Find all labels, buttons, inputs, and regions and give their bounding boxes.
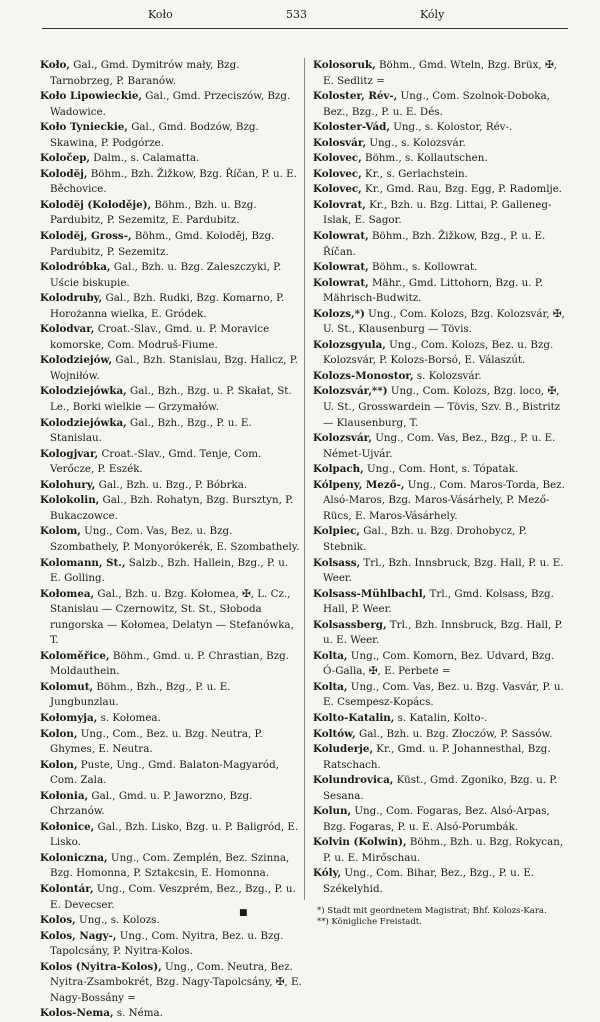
entry-headword: Kolozsgyula,: [313, 338, 386, 351]
entry-headword: Kolodruby,: [40, 292, 103, 305]
bottom-mark: ■: [239, 908, 248, 918]
entry-details: Ung., Com. Neutra, Bez. Nyitra-Zsambokrét, Bzg. Nagy-Tapolcsány, ✠, E. Nagy-Bossány =: [50, 960, 302, 1004]
gazetteer-entry: [313, 167, 569, 183]
entry-headword: Kolosoruk,: [313, 59, 376, 71]
entry-headword: Kolodróbka,: [40, 261, 111, 274]
gazetteer-entry: [40, 711, 302, 727]
entry-headword: Koloniczna,: [40, 851, 108, 864]
header-left-keyword: Koło: [148, 8, 173, 21]
entry-headword: Kolozs,*): [313, 307, 365, 320]
entry-details: Gal., Bzh. u. Bzg. Złoczów, P. Sassów.: [355, 727, 553, 740]
entry-details: Ung., Com. Veszprém, Bez., Bzg., P. u. E. Devecser.: [50, 882, 296, 911]
footnote: *) Stadt mit geordnetem Magistrat; Bhf. Kolozs-Kara.: [317, 905, 547, 916]
entry-headword: Kołomea,: [40, 587, 95, 600]
gazetteer-entry: [40, 447, 302, 478]
gazetteer-entry: [313, 307, 569, 338]
gazetteer-entry: [313, 742, 569, 773]
gazetteer-entry: [313, 587, 569, 618]
entry-headword: Kolsass-Mühlbachl,: [313, 587, 427, 600]
gazetteer-entry: [40, 120, 302, 151]
entry-details: Ung., Com., Bez. u. Bzg. Neutra, P. Ghymes, E. Neutra.: [50, 727, 263, 756]
entry-headword: Kolos (Nyitra-Kolos),: [40, 960, 162, 973]
gazetteer-entry: [40, 198, 302, 229]
gazetteer-entry: [40, 151, 302, 167]
entry-details: Kr., Gmd. u. P. Johannesthal, Bzg. Ratschach.: [323, 743, 551, 771]
page-number: 533: [286, 8, 307, 21]
entry-details: Ung., Com. Bihar, Bez., Bzg., P. u. E. Székelyhid.: [323, 867, 535, 895]
header-rule: [42, 28, 568, 29]
entry-details: Kr., Bzh. u. Bzg. Littai, P. Galleneg-Islak, E. Sagor.: [323, 198, 552, 227]
entry-headword: Kolozs-Monostor,: [313, 369, 414, 382]
entry-headword: Kolon,: [40, 727, 78, 740]
entry-headword: Kologjvar,: [40, 447, 99, 460]
entry-details: Ung., Com. Vas, Bez., Bzg., P. u. E. Német-Ujvár.: [323, 432, 556, 460]
gazetteer-entry: [40, 587, 302, 649]
entry-details: Böhm., Bzh. u. Bzg. Rokycan, P. u. E. Mirőschau.: [323, 836, 564, 864]
entry-details: Puste, Ung., Gmd. Balaton-Magyaród, Com. Zala.: [50, 758, 279, 787]
entry-headword: Kolosvár,: [313, 136, 367, 149]
entry-headword: Kolos, Nagy-,: [40, 929, 117, 942]
entry-headword: Kołonia,: [40, 789, 89, 802]
gazetteer-entry: [313, 462, 569, 478]
entry-details: Gal., Bzh. Stanislau, Bzg. Halicz, P. Wojniłów.: [50, 354, 298, 382]
footnotes: [313, 906, 569, 928]
gazetteer-entry: [313, 198, 569, 229]
entry-headword: Kolon,: [40, 758, 78, 771]
entry-headword: Kolozsvár,: [313, 432, 372, 445]
entry-details: Ung., Com. Vas, Bez. u. Bzg. Szombathely, P. Monyorókerék, E. Szombathely.: [50, 525, 300, 553]
gazetteer-entry: [313, 618, 569, 649]
gazetteer-entry: [313, 120, 569, 136]
gazetteer-entry: [40, 353, 302, 384]
entry-details: Gal., Bzh. Lisko, Bzg. u. P. Baligród, E. Lisko.: [50, 820, 299, 849]
entry-headword: Kolokolin,: [40, 494, 100, 507]
entry-headword: Kolpach,: [313, 463, 364, 476]
entry-details: s. Katalin, Kolto-.: [394, 711, 488, 724]
entry-details: Ung., Com. Kolozs, Bzg. loco, ✠, U. St., Grosswardein — Tövis, Szv. B., Bistritz — Klausenburg, T.: [323, 385, 561, 429]
entry-headword: Kolundrovica,: [313, 774, 394, 787]
entry-headword: Kolovec,: [313, 167, 362, 180]
entry-headword: Kólpeny, Mező-,: [313, 478, 405, 491]
entry-details: Ung., Com. Hont, s. Tópatak.: [363, 463, 519, 476]
gazetteer-entry: [40, 1006, 302, 1022]
entry-headword: Kolsassberg,: [313, 618, 387, 631]
entry-details: Ung., s. Kolozsvár.: [366, 136, 466, 149]
gazetteer-entry: [313, 431, 569, 462]
entry-headword: Kolovrat,: [313, 198, 366, 211]
entry-details: Ung., Com. Maros-Torda, Bez. Alsó-Maros, Bzg. Maros-Vásárhely, P. Mező-Rücs, E. Maros-Vásárhely.: [323, 478, 565, 522]
entry-details: Böhm., Bzh. Žižkow, Bzg. Říčan, P. u. E. Běchovice.: [50, 167, 297, 196]
entry-headword: Kolodziejówka,: [40, 416, 127, 429]
gazetteer-entry: [313, 773, 569, 804]
gazetteer-entry: [40, 680, 302, 711]
entry-details: Gal., Gmd. Bodzów, Bzg. Skawina, P. Podgórze.: [50, 121, 259, 149]
entry-details: Gal., Bzh., Bzg. u. P. Skałat, St. Le., Borki wielkie — Grzymałów.: [50, 385, 292, 414]
header-right-keyword: Kóly: [420, 8, 445, 21]
entry-headword: Koloster, Rév-,: [313, 90, 398, 103]
entry-headword: Kolowrat,: [313, 230, 369, 243]
entry-headword: Koło,: [40, 59, 71, 71]
gazetteer-entry: [40, 789, 302, 820]
gazetteer-entry: [313, 680, 569, 711]
entry-details: Böhm., s. Kollowrat.: [368, 261, 478, 274]
entry-headword: Kolta,: [313, 680, 348, 693]
entry-details: Trl., Bzh. Innsbruck, Bzg. Hall, P. u. E. Weer.: [323, 556, 564, 585]
entry-headword: Koluderje,: [313, 743, 374, 756]
entry-headword: Kolun,: [313, 805, 352, 818]
entry-details: Böhm., Bzh., Bzg., P. u. E. Jungbunzlau.: [50, 680, 231, 709]
entry-headword: Kolodziejówka,: [40, 385, 127, 398]
entry-headword: Kolowrat,: [313, 261, 369, 274]
column-divider: [304, 58, 305, 900]
gazetteer-entry: [40, 960, 302, 1007]
entry-details: Croat.-Slav., Gmd. u. P. Moravice komorske, Com. Modruš-Fiume.: [50, 323, 270, 351]
entry-details: Kr., Gmd. Rau, Bzg. Egg, P. Radomlje.: [361, 183, 563, 196]
gazetteer-entry: [313, 151, 569, 167]
entry-details: Mähr., Gmd. Littohorn, Bzg. u. P. Mährisch-Budwitz.: [323, 276, 543, 305]
entry-details: Ung., Com. Zemplén, Bez. Szinna, Bzg. Homonna, P. Sztakcsin, E. Homonna.: [50, 851, 290, 880]
gazetteer-entry: [313, 804, 569, 835]
gazetteer-entry: [40, 89, 302, 120]
footnote: **) Königliche Freistadt.: [317, 916, 422, 927]
gazetteer-entry: [40, 556, 302, 587]
gazetteer-entry: [40, 416, 302, 447]
entry-details: Ung., Com. Vas, Bez. u. Bzg. Vasvár, P. u. E. Csempesz-Kopács.: [323, 680, 564, 709]
entry-details: Gal., Bzh. u. Bzg. Drohobycz, P. Stebnik.: [323, 525, 527, 553]
gazetteer-entry: [40, 384, 302, 415]
gazetteer-entry: [313, 338, 569, 369]
entry-headword: Kolohury,: [40, 478, 96, 491]
right-column: [313, 58, 569, 928]
entry-details: s. Néma.: [113, 1007, 163, 1020]
entry-headword: Kolsass,: [313, 556, 361, 569]
entry-headword: Koločep,: [40, 152, 90, 165]
gazetteer-entry: [313, 89, 569, 120]
entry-details: s. Kołomea.: [97, 711, 161, 724]
entry-details: Trl., Bzh. Innsbruck, Bzg. Hall, P. u. E. Weer.: [323, 618, 563, 647]
entry-details: Dalm., s. Calamatta.: [89, 152, 200, 165]
left-column: [40, 58, 302, 1022]
entry-details: Ung., Com. Nyitra, Bez. u. Bzg. Tapolcsány, P. Nyitra-Kolos.: [50, 929, 284, 958]
entry-details: Küst., Gmd. Zgoniko, Bzg. u. P. Sesana.: [323, 774, 558, 802]
gazetteer-entry: [313, 182, 569, 198]
entry-details: Gal., Bzh. u. Bzg. Kołomea, ✠, L. Cz., Stanislau — Czernowitz, St. St., Słoboda rungorska — Kołomea, Delatyn — Stefanówka, T.: [50, 587, 294, 647]
entry-headword: Koło Tynieckie,: [40, 121, 128, 134]
gazetteer-entry: [40, 882, 302, 913]
entry-details: Gal., Bzh., Bzg., P. u. E. Stanislau.: [50, 416, 252, 445]
entry-headword: Kolovec,: [313, 183, 362, 196]
gazetteer-entry: [40, 493, 302, 524]
gazetteer-entry: [40, 478, 302, 494]
entry-headword: Kolto-Katalin,: [313, 711, 395, 724]
entry-details: Böhm., Bzh. Žižkow, Bzg., P. u. E. Říčan.: [323, 230, 546, 258]
gazetteer-entry: [313, 276, 569, 307]
gazetteer-entry: [40, 260, 302, 291]
entry-headword: Kolvin (Kolwin),: [313, 836, 407, 849]
entry-details: Böhm., s. Kollautschen.: [361, 152, 488, 165]
entry-details: Ung., s. Kolostor, Rév-.: [389, 121, 513, 134]
gazetteer-entry: [313, 866, 569, 897]
entry-details: Gal., Gmd. Przeciszów, Bzg. Wadowice.: [50, 90, 291, 118]
gazetteer-entry: [40, 322, 302, 353]
entry-headword: Kołonice,: [40, 820, 95, 833]
gazetteer-entry: [313, 835, 569, 866]
entry-details: Ung., s. Kolozs.: [75, 914, 160, 927]
entry-details: s. Kolozsvár.: [413, 369, 482, 382]
entry-details: Böhm., Gmd. Kolodĕj, Bzg. Pardubitz, P. Sezemitz.: [50, 230, 275, 258]
entry-details: Gal., Bzh. u. Bzg. Zaleszczyki, P. Uście biskupie.: [50, 261, 282, 289]
entry-headword: Kolos-Nema,: [40, 1007, 114, 1020]
gazetteer-entry: [313, 727, 569, 743]
entry-details: Gal., Bzh. u. Bzg., P. Bóbrka.: [95, 478, 248, 491]
entry-headword: Kolodĕj (Koloděje),: [40, 198, 152, 211]
entry-headword: Kolpiec,: [313, 525, 361, 538]
gazetteer-entry: [313, 260, 569, 276]
entry-headword: Kolomann, St.,: [40, 556, 126, 569]
entry-details: Kr., s. Gerlachstein.: [361, 167, 468, 180]
entry-headword: Kóly,: [313, 867, 342, 880]
entry-details: Ung., Com. Kolozs, Bzg. Kolozsvár, ✠, U. St., Klausenburg — Tövis.: [323, 307, 565, 336]
entry-details: Ung., Com. Fogaras, Bez. Alsó-Arpas, Bzg. Fogaras, P. u. E. Alsó-Porumbák.: [323, 805, 550, 833]
entry-headword: Koloměřice,: [40, 649, 110, 662]
entry-details: Croat.-Slav., Gmd. Tenje, Com. Verőcze, P. Eszék.: [50, 447, 262, 476]
entry-headword: Kolowrat,: [313, 276, 369, 289]
gazetteer-entry: [40, 913, 302, 929]
entry-details: Ung., Com. Szolnok-Doboka, Bez., Bzg., P. u. E. Dés.: [323, 90, 550, 118]
entry-details: Böhm., Bzh. u. Bzg. Pardubitz, P. Sezemitz, E. Pardubitz.: [50, 198, 257, 227]
entry-headword: Kolomut,: [40, 680, 94, 693]
gazetteer-entry: [40, 727, 302, 758]
entry-headword: Kolos,: [40, 914, 76, 927]
gazetteer-entry: [40, 167, 302, 198]
entry-details: Gal., Bzh. Rudki, Bzg. Komarno, P. Horożanna wielka, E. Gródek.: [50, 292, 285, 320]
entry-headword: Kolodvar,: [40, 323, 95, 336]
gazetteer-entry: [40, 820, 302, 851]
entry-headword: Kolontár,: [40, 882, 94, 895]
page-header: [0, 8, 600, 26]
entry-details: Gal., Gmd. Dymitrów mały, Bzg. Tarnobrzeg, P. Baranów.: [50, 59, 240, 87]
gazetteer-entry: [313, 478, 569, 525]
gazetteer-entry: [313, 524, 569, 555]
gazetteer-entry: [40, 649, 302, 680]
gazetteer-entry: [313, 649, 569, 680]
gazetteer-entry: [313, 711, 569, 727]
entry-details: Gal., Gmd. u. P. Jaworzno, Bzg. Chrzanów.: [50, 789, 253, 818]
gazetteer-entry: [40, 851, 302, 882]
entry-headword: Kolom,: [40, 525, 81, 538]
gazetteer-entry: [313, 384, 569, 431]
entry-headword: Kołomyja,: [40, 711, 98, 724]
entry-headword: Koltów,: [313, 727, 356, 740]
entry-headword: Koloster-Vád,: [313, 121, 390, 134]
gazetteer-entry: [40, 229, 302, 260]
entry-details: Böhm., Gmd. Wteln, Bzg. Brüx, ✠, E. Sedlitz =: [323, 59, 557, 87]
entry-details: Gal., Bzh. Rohatyn, Bzg. Bursztyn, P. Bukaczowce.: [50, 494, 294, 522]
entry-headword: Kolovec,: [313, 152, 362, 165]
entry-details: Salzb., Bzh. Hallein, Bzg., P. u. E. Golling.: [50, 556, 289, 585]
gazetteer-entry: [40, 929, 302, 960]
gazetteer-entry: [313, 229, 569, 260]
gazetteer-entry: [40, 524, 302, 555]
entry-headword: Kolodĕj, Gross-,: [40, 230, 132, 243]
gazetteer-entry: [40, 758, 302, 789]
entry-headword: Kolodziejów,: [40, 354, 113, 367]
gazetteer-entry: [313, 136, 569, 152]
gazetteer-entry: [40, 291, 302, 322]
entry-headword: Kolozsvár,**): [313, 385, 388, 398]
entry-details: Trl., Gmd. Kolsass, Bzg. Hall, P. Weer.: [323, 587, 554, 616]
gazetteer-entry: [313, 58, 569, 89]
entry-headword: Kolta,: [313, 649, 348, 662]
entry-headword: Koło Lipowieckie,: [40, 90, 143, 103]
entry-headword: Kolodĕj,: [40, 167, 88, 180]
gazetteer-entry: [313, 369, 569, 385]
entry-details: Ung., Com. Kolozs, Bez. u. Bzg. Kolozsvár, P. Kolozs-Borsó, E. Válaszút.: [323, 338, 554, 367]
gazetteer-entry: [313, 556, 569, 587]
entry-details: Ung., Com. Komorn, Bez. Udvard, Bzg. Ó-Galla, ✠, E. Perbete =: [323, 649, 555, 678]
right-column-entries: [313, 58, 569, 898]
entry-details: Böhm., Gmd. u. P. Chrastian, Bzg. Moldauthein.: [50, 649, 289, 678]
gazetteer-entry: [40, 58, 302, 89]
